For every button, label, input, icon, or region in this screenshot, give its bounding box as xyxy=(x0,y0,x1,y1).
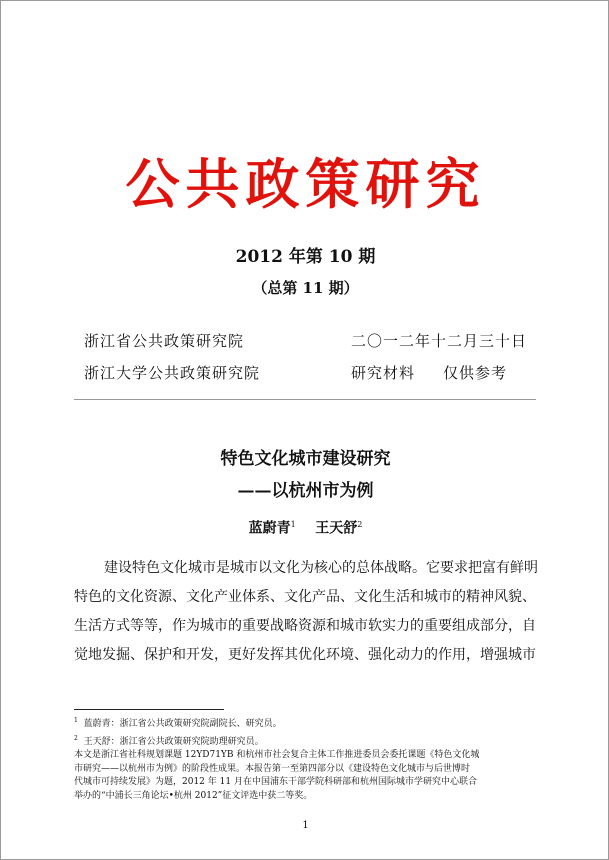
usage-note-b: 仅供参考 xyxy=(443,364,508,382)
funding-note-line: 代城市可持续发展》为题，2012 年 11 月在中国浦东干部学院科研部和杭州国际城市学研究中心联合 xyxy=(74,777,477,788)
usage-note-a: 研究材料 xyxy=(351,364,416,382)
body-line: 觉地发掘、保护和开发，更好发挥其优化环境、强化动力的作用，增强城市 xyxy=(74,647,536,663)
funding-note-line: 市研究——以杭州市为例》的阶段性成果。本报告第一至第四部分以《建设特色文化城市与后世博时 xyxy=(74,763,471,774)
usage-note xyxy=(351,361,507,385)
footnote-divider xyxy=(74,709,224,710)
body-line: 建设特色文化城市是城市以文化为核心的总体战略。它要求把富有鲜明 xyxy=(104,560,538,576)
article-subtitle: ——以杭州市为例 xyxy=(237,481,374,501)
footnotes xyxy=(74,714,544,804)
author-name: 王天舒 xyxy=(315,520,358,537)
footnote-2: $^2$ 王天舒：浙江省公共政策研究院助理研究员。 xyxy=(74,734,264,747)
page-number: 1 xyxy=(302,820,309,831)
issue-number: 2012 年第 10 期 xyxy=(235,247,376,267)
publisher-name-2: 浙江大学公共政策研究院 xyxy=(84,364,261,382)
funding-note-line: 举办的“中浦长三角论坛•杭州 2012”征文评选中获二等奖。 xyxy=(74,790,313,801)
article-body xyxy=(74,554,542,670)
total-issue-number: （总第 11 期） xyxy=(252,279,359,297)
funding-note-line: 本文是浙江省社科规划课题 12YD71YB 和杭州市社会复合主体工作推进委员会委托课题《特色文化城 xyxy=(74,750,480,761)
journal-masthead: 公共政策研究 xyxy=(125,153,486,216)
publish-date: 二〇一二年十二月三十日 xyxy=(351,332,528,350)
footnote-mark: 1 xyxy=(290,520,296,529)
footnote-1: $^1$ 蓝蔚青：浙江省公共政策研究院副院长、研究员。 xyxy=(74,717,282,729)
footnote-mark: 2 xyxy=(357,520,363,529)
publisher-name-1: 浙江省公共政策研究院 xyxy=(84,332,245,350)
body-line: 生活方式等等，作为城市的重要战略资源和城市软实力的重要组成部分，自 xyxy=(74,618,536,634)
article-title: 特色文化城市建设研究 xyxy=(220,449,391,469)
publisher-header xyxy=(74,329,536,400)
author-name: 蓝蔚青 xyxy=(248,520,291,537)
author-line xyxy=(1,515,609,539)
body-line: 特色的文化资源、文化产业体系、文化产品、文化生活和城市的精神风貌、 xyxy=(74,589,536,605)
